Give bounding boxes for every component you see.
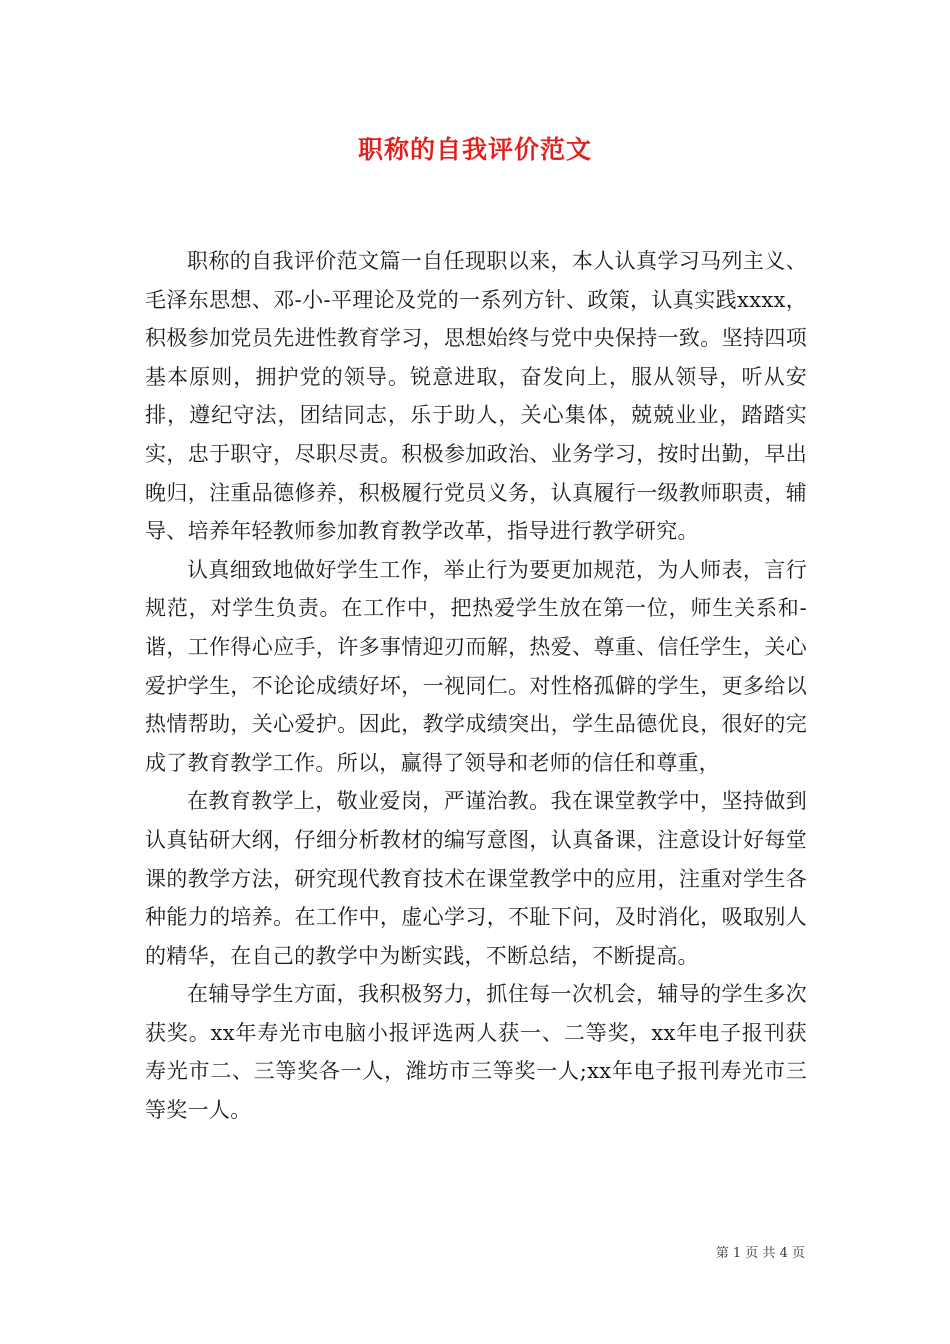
current-page-number: 1 (732, 1246, 742, 1261)
page-number-footer (716, 1245, 805, 1263)
total-pages-number: 4 (779, 1246, 788, 1261)
page-label-suffix: 页 (791, 1246, 805, 1261)
paragraph-1: 职称的自我评价范文篇一自任现职以来，本人认真学习马列主义、毛泽东思想、邓-小-平理论及党的一系列方针、政策，认真实践xxxx，积极参加党员先进性教育学习，思想始终与党中央保持一致。坚持四项基本原则，拥护党的领导。锐意进取，奋发向上，服从领导，听从安排，遵纪守法，团结同志，乐于助人，关心集体，兢兢业业，踏踏实实，忠于职守，尽职尽责。积极参加政治、业务学习，按时出勤，早出晚归，注重品德修养，积极履行党员义务，认真履行一级教师职责，辅导、培养年轻教师参加教育教学改革，指导进行教学研究。 (145, 249, 807, 544)
paragraph-3: 在教育教学上，敬业爱岗，严谨治教。我在课堂教学中，坚持做到认真钻研大纲，仔细分析教材的编写意图，认真备课，注意设计好每堂课的教学方法，研究现代教育技术在课堂教学中的应用，注重对学生各种能力的培养。在工作中，虚心学习，不耻下问，及时消化，吸取别人的精华，在自己的教学中为断实践，不断总结，不断提高。 (145, 789, 807, 968)
document-title: 职称的自我评价范文 (357, 135, 592, 164)
document-body (145, 242, 807, 1130)
page-label-prefix: 第 (715, 1246, 729, 1261)
paragraph-4: 在辅导学生方面，我积极努力，抓住每一次机会，辅导的学生多次获奖。xx年寿光市电脑小报评选两人获一、二等奖，xx年电子报刊获寿光市二、三等奖各一人，潍坊市三等奖一人;xx年电子报刊寿光市三等奖一人。 (145, 982, 807, 1123)
page-label-middle: 页 共 (745, 1246, 776, 1261)
paragraph-2: 认真细致地做好学生工作，举止行为要更加规范，为人师表，言行规范，对学生负责。在工作中，把热爱学生放在第一位，师生关系和-谐，工作得心应手，许多事情迎刃而解，热爱、尊重、信任学生，关心爱护学生，不论论成绩好坏，一视同仁。对性格孤僻的学生，更多给以热情帮助，关心爱护。因此，教学成绩突出，学生品德优良，很好的完成了教育教学工作。所以，赢得了领导和老师的信任和尊重， (145, 557, 807, 775)
